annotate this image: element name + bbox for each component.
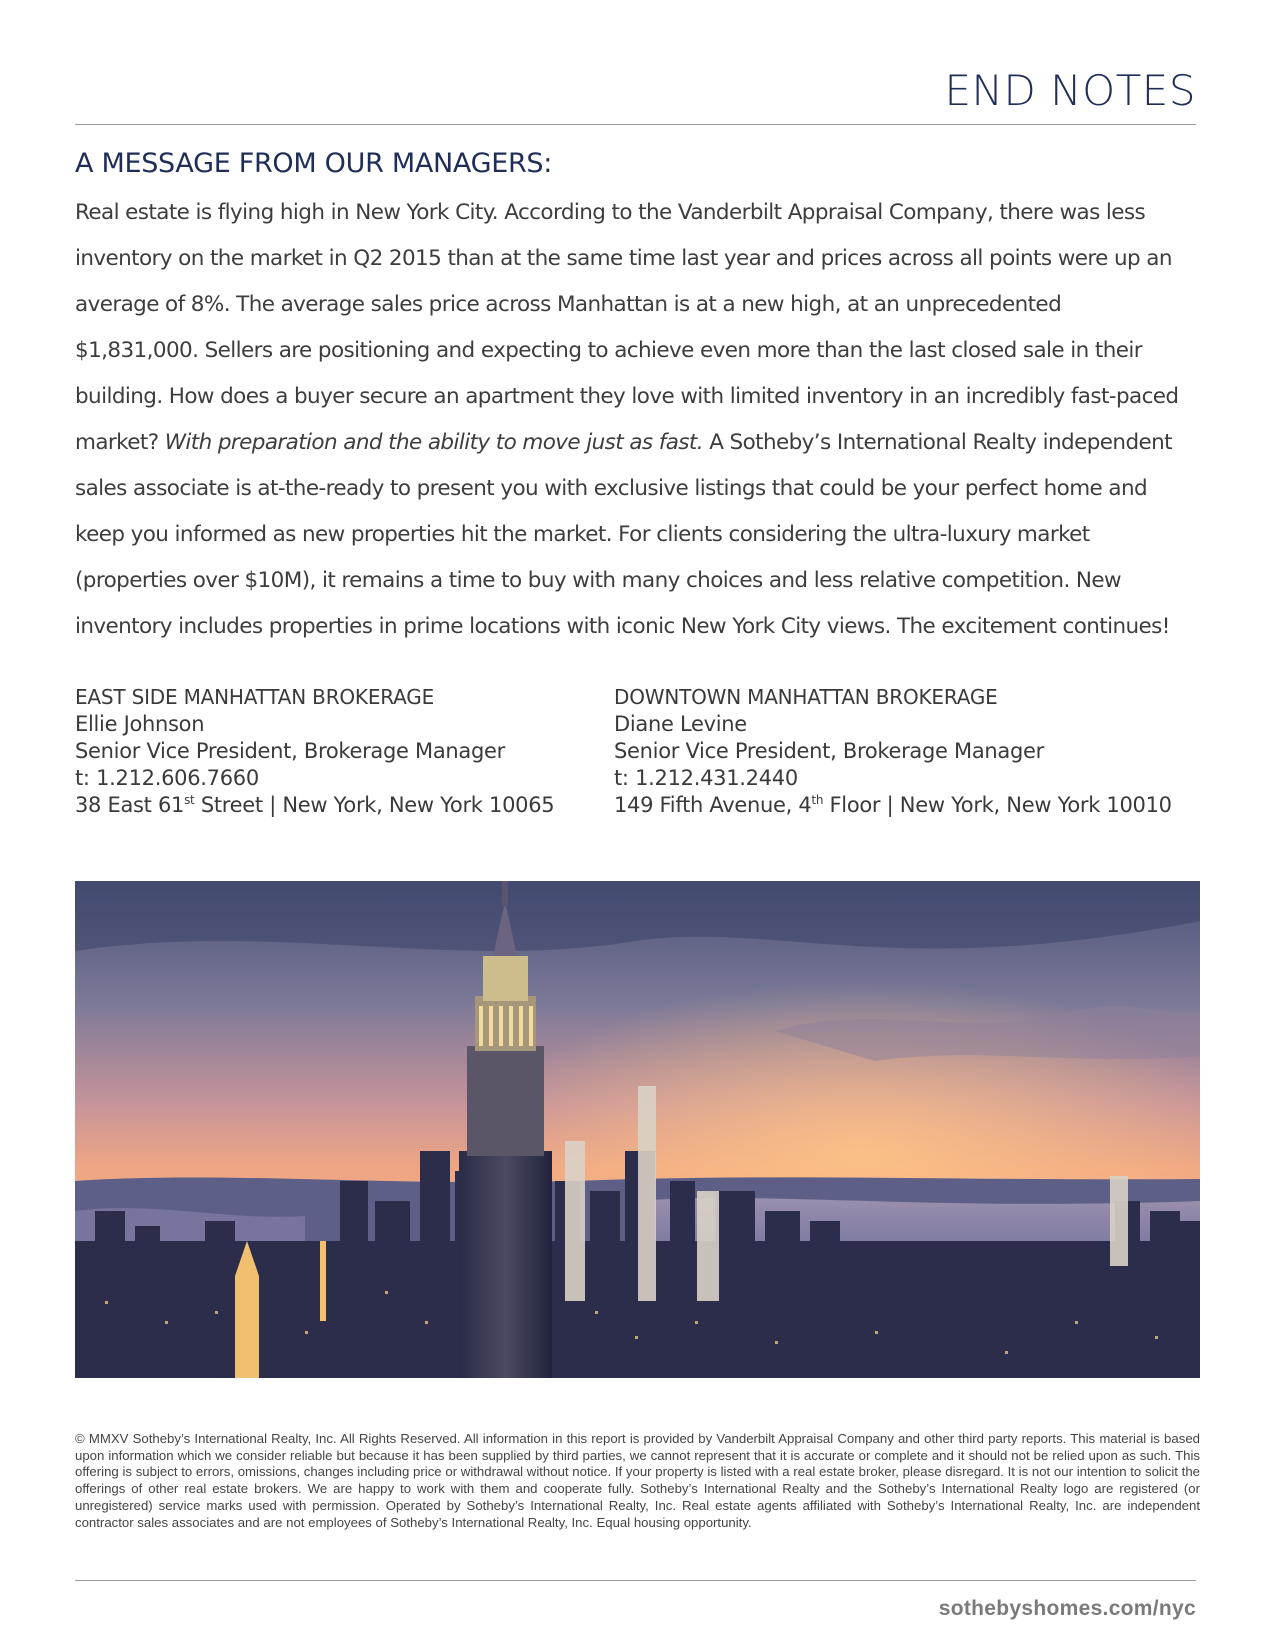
address-ordinal: st <box>184 793 195 807</box>
footer-divider <box>75 1580 1196 1581</box>
address-rest: Floor | New York, New York 10010 <box>823 793 1172 817</box>
manager-title: Senior Vice President, Brokerage Manager <box>614 739 1044 763</box>
address-rest: Street | New York, New York 10065 <box>194 793 555 817</box>
brokerage-address <box>614 792 1172 819</box>
manager-name: Ellie Johnson <box>75 712 205 736</box>
address-street-number: 149 Fifth Avenue, 4 <box>614 793 812 817</box>
address-ordinal: th <box>811 793 824 807</box>
message-body-emphasis: With preparation and the ability to move just as fast. <box>164 430 703 455</box>
brokerage-name: EAST SIDE MANHATTAN BROKERAGE <box>75 685 435 709</box>
contact-card-east-side <box>75 683 554 819</box>
message-body <box>75 190 1190 650</box>
footer-website: sothebyshomes.com/nyc <box>938 1597 1196 1620</box>
manager-title: Senior Vice President, Brokerage Manager <box>75 739 505 763</box>
brokerage-name: DOWNTOWN MANHATTAN BROKERAGE <box>614 685 998 709</box>
brokerage-address <box>75 792 554 819</box>
manager-phone: t: 1.212.431.2440 <box>614 766 798 790</box>
skyline-illustration <box>75 881 1200 1378</box>
page-title: END NOTES <box>944 66 1196 115</box>
manager-phone: t: 1.212.606.7660 <box>75 766 259 790</box>
address-street-number: 38 East 61 <box>75 793 185 817</box>
legal-disclaimer: © MMXV Sotheby’s International Realty, Inc. All Rights Reserved. All information in this report is provided by Vanderbilt Appraisal Company and other third party reports. This material is based upon information which we consider reliable but because it has been supplied by third parties, we cannot represent that it is accurate or complete and it should not be relied upon as such. This offering is subject to errors, omissions, changes including price or withdrawal without notice. If your property is listed with a real estate broker, please disregard. It is not our intention to solicit the offerings of other real estate brokers. We are happy to work with them and cooperate fully. Sotheby’s International Realty and the Sotheby’s International Realty logo are registered (or unregistered) service marks used with permission. Operated by Sotheby’s International Realty, Inc. Real estate agents affiliated with Sotheby’s International Realty, Inc. are independent contractor sales associates and are not employees of Sotheby’s International Realty, Inc. Equal housing opportunity. <box>75 1431 1200 1530</box>
skyline-photo <box>75 881 1200 1378</box>
message-body-text: Real estate is flying high in New York City. According to the Vanderbilt Appraisal Company, there was less inventory on the market in Q2 2015 than at the same time last year and prices across all points were up an average of 8%. The average sales price across Manhattan is at a new high, at an unprecedented $1,831,000. Sellers are positioning and expecting to achieve even more than the last closed sale in their building. How does a buyer secure an apartment they love with limited inventory in an incredibly fast-paced market? <box>75 200 1179 455</box>
manager-name: Diane Levine <box>614 712 747 736</box>
contact-card-downtown <box>614 683 1172 819</box>
header-divider <box>75 124 1196 125</box>
section-heading: A MESSAGE FROM OUR MANAGERS: <box>75 148 553 179</box>
message-body-text-continued: A Sotheby’s International Realty independent sales associate is at-the-ready to present you with exclusive listings that could be your perfect home and keep you informed as new properties hit the market. For clients considering the ultra-luxury market (properties over $10M), it remains a time to buy with many choices and less relative competition. New inventory includes properties in prime locations with iconic New York City views. The excitement continues! <box>75 430 1172 639</box>
